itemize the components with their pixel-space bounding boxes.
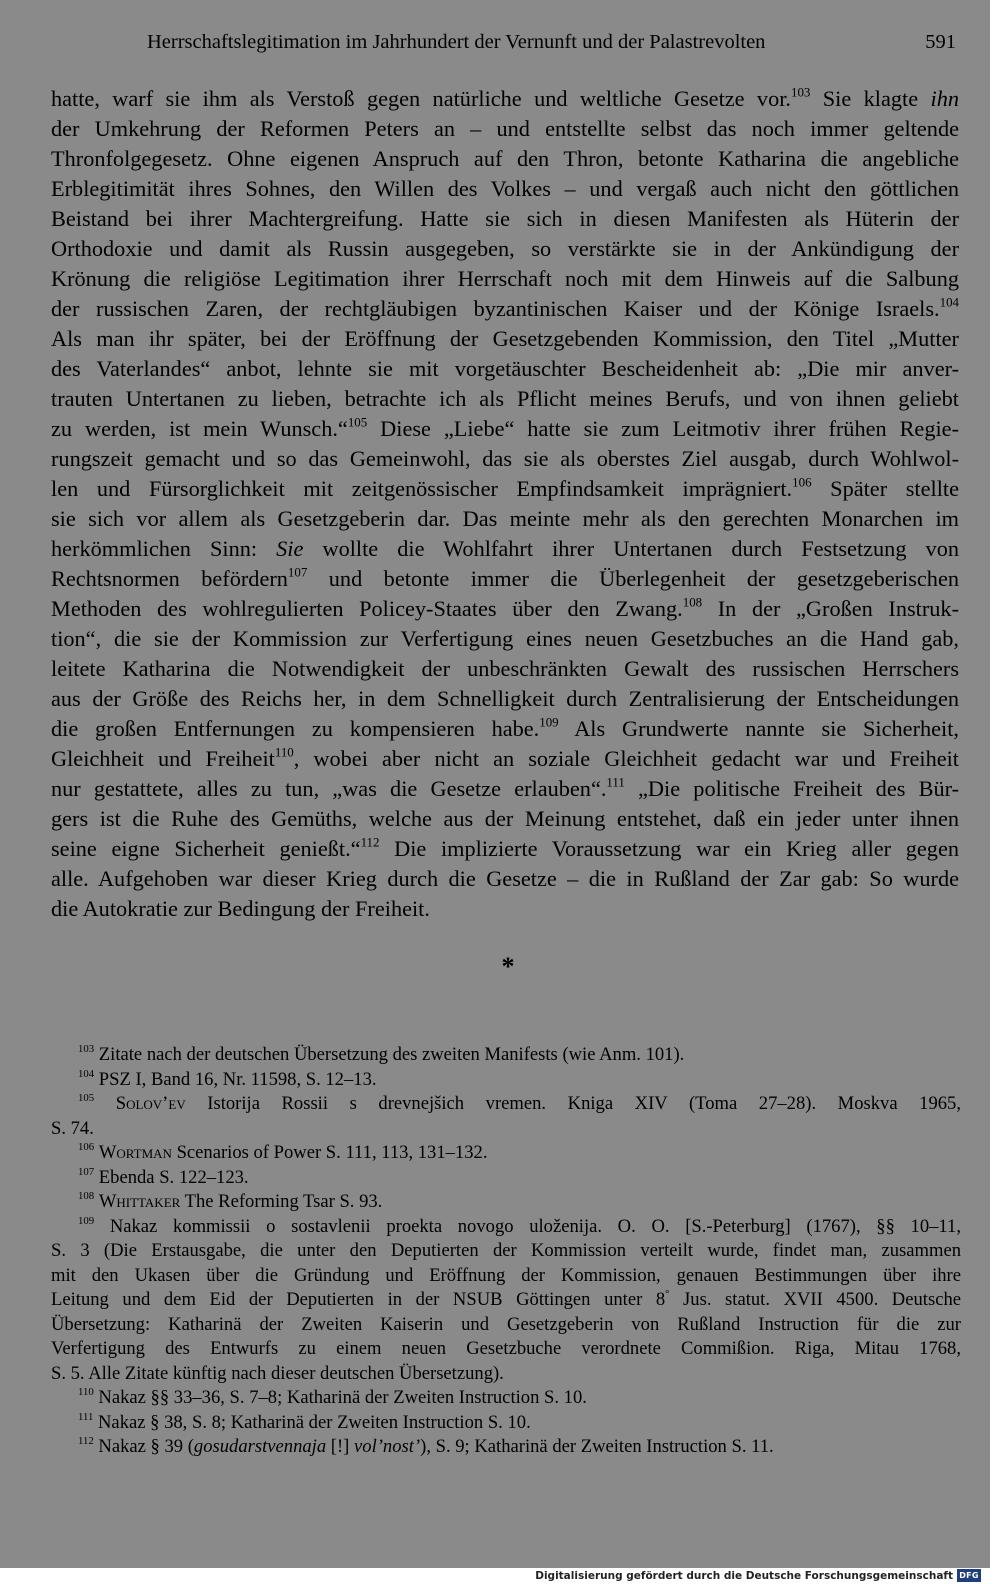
body-line: rungszeit gemacht und so das Gemeinwohl, das sie als oberstes Ziel ausgab, durch Wohlwol- [51, 446, 959, 471]
body-line: die Autokratie zur Bedingung der Freiheit. [51, 896, 430, 921]
footnote-continuation: S. 5. Alle Zitate künftig nach dieser deutschen Übersetzung). [51, 1362, 504, 1384]
footnote: $^{112}$ Nakaz § 39 (gosudarstvennaja [!] vol’nost’), S. 9; Katharinä der Zweiten Instruction S. 11. [78, 1435, 774, 1457]
footnote-ref: 104 [939, 294, 959, 310]
body-line: alle. Aufgehoben war dieser Krieg durch die Gesetze – die in Rußland der Zar gab: So wurde [51, 866, 959, 891]
body-line: Krönung die religiöse Legitimation ihrer Herrschaft noch mit dem Hinweis auf die Salbung [51, 266, 959, 291]
body-line: Thronfolgegesetz. Ohne eigenen Anspruch auf den Thron, betonte Katharina die angebliche [51, 146, 959, 171]
author-name: Solov’ev [115, 1093, 186, 1114]
body-line: len und Fürsorglichkeit mit zeitgenössischer Empfindsamkeit imprägniert.$^{106}$ Später stellte [51, 474, 960, 501]
body-line: gers ist die Ruhe des Gemüths, welche aus der Meinung entstehet, daß ein jeder unter ihnen [51, 806, 959, 831]
body-line: der Umkehrung der Reformen Peters an – und entstellte selbst das noch immer geltende [51, 116, 959, 141]
body-line: zu werden, ist mein Wunsch.“$^{105}$ Diese „Liebe“ hatte sie zum Leitmotiv ihrer frühen Regie- [51, 414, 959, 441]
footnote-continuation: Übersetzung: Katharinä der Zweiten Kaiserin und Gesetzgeberin von Rußland Instruction für die zur [51, 1313, 961, 1335]
body-line: seine eigne Sicherheit genießt.“$^{112}$ Die implizierte Voraussetzung war ein Krieg aller gegen [51, 834, 959, 861]
footnote: $^{109}$ Nakaz kommissii o sostavlenii proekta novogo uloženija. O. O. [S.-Peterburg] (1767), §§ 10–11, [78, 1214, 961, 1237]
body-line: die großen Entfernungen zu kompensieren habe.$^{109}$ Als Grundwerte nannte sie Sicherheit, [51, 714, 959, 741]
footnote-ref: 110 [274, 744, 294, 760]
footnote-continuation: Leitung und dem Eid der Deputierten in der NSUB Göttingen unter 8° Jus. statut. XVII 4500. Deutsche [51, 1288, 961, 1310]
page-number: 591 [925, 31, 956, 53]
footnote: $^{103}$ Zitate nach der deutschen Übersetzung des zweiten Manifests (wie Anm. 101). [78, 1043, 685, 1065]
footnote: $^{106}$ Wortman Scenarios of Power S. 111, 113, 131–132. [78, 1141, 488, 1163]
dfg-logo[interactable]: DFG [957, 1569, 981, 1582]
body-line: des Vaterlandes“ anbot, lehnte sie mit vorgetäuschter Bescheidenheit ab: „Die mir anver- [51, 356, 959, 381]
body-line: tion“, die sie der Kommission zur Verfertigung eines neuen Gesetzbuches an die Hand gab, [51, 626, 959, 651]
body-line: Erblegitimität ihres Sohnes, den Willen des Volkes – und vergaß auch nicht den göttlichen [51, 176, 959, 201]
footnote-ref: 105 [347, 414, 368, 430]
footnotes [51, 1043, 961, 1460]
footnote: $^{108}$ Whittaker The Reforming Tsar S. 93. [78, 1190, 383, 1212]
body-line: Beistand bei ihrer Machtergreifung. Hatte sie sich in diesen Manifesten als Hüterin der [51, 206, 959, 231]
emphasis: Sie [276, 536, 304, 561]
footnote: $^{110}$ Nakaz §§ 33–36, S. 7–8; Katharinä der Zweiten Instruction S. 10. [78, 1386, 587, 1408]
footnote-ref: 107 [287, 564, 308, 580]
body-line: leitete Katharina die Notwendigkeit der unbeschränkten Gewalt des russischen Herrschers [51, 656, 959, 681]
body-line: Methoden des wohlregulierten Policey-Staates über den Zwang.$^{108}$ In der „Großen Instruk- [51, 594, 960, 621]
funding-credit: Digitalisierung gefördert durch die Deutsche Forschungsgemeinschaft [535, 1570, 953, 1582]
body-text [51, 84, 959, 924]
footnote: $^{111}$ Nakaz § 38, S. 8; Katharinä der Zweiten Instruction S. 10. [78, 1410, 531, 1433]
section-divider: * [501, 952, 515, 981]
footnote: $^{107}$ Ebenda S. 122–123. [78, 1165, 249, 1188]
footnote-ref: 108 [682, 594, 703, 610]
emphasis: ihn [930, 86, 959, 111]
body-line: hatte, warf sie ihm als Verstoß gegen natürliche und weltliche Gesetze vor.$^{103}$ Sie klagte ihn [51, 84, 959, 111]
body-line: herkömmlichen Sinn: Sie wollte die Wohlfahrt ihrer Untertanen durch Festsetzung von [51, 536, 959, 561]
running-title: Herrschaftslegitimation im Jahrhundert der Vernunft und der Palastrevolten [147, 31, 766, 53]
footnote-ref: 106 [792, 474, 812, 490]
footnote: $^{104}$ PSZ I, Band 16, Nr. 11598, S. 12–13. [78, 1067, 377, 1090]
body-line: sie sich vor allem als Gesetzgeberin dar. Das meinte mehr als den gerechten Monarchen im [51, 506, 959, 531]
body-line: Als man ihr später, bei der Eröffnung der Gesetzgebenden Kommission, den Titel „Mutter [51, 326, 959, 351]
footnote-ref: 103 [791, 84, 811, 100]
body-line: Orthodoxie und damit als Russin ausgegeben, so verstärkte sie in der Ankündigung der [51, 236, 959, 261]
body-line: der russischen Zaren, der rechtgläubigen byzantinischen Kaiser und der Könige Israels.$^{104}$ [51, 294, 959, 321]
footnote-ref: 111 [606, 774, 625, 790]
footnote: $^{105}$ Solov’ev Istorija Rossii s drevnejšich vremen. Kniga XIV (Toma 27–28). Moskva 1965, [78, 1092, 961, 1114]
footnote-continuation: S. 3 (Die Erstausgabe, die unter den Deputierten der Kommission verteilt wurde, findet man, zusammen [51, 1240, 961, 1261]
author-name: Wortman [98, 1142, 172, 1163]
body-line: Rechtsnormen befördern$^{107}$ und betonte immer die Überlegenheit der gesetzgeberischen [51, 564, 960, 591]
body-line: trauten Untertanen zu lieben, betrachte ich als Pflicht meines Berufs, und von ihnen geliebt [51, 386, 959, 411]
footnote-continuation: S. 74. [51, 1117, 94, 1139]
body-line: Gleichheit und Freiheit$^{110}$, wobei aber nicht an soziale Gleichheit gedacht war und Freiheit [51, 744, 960, 771]
footnote-continuation: mit den Ukasen über die Gründung und Eröffnung der Kommission, genauen Bestimmungen über ihre [51, 1264, 961, 1286]
author-name: Whittaker [98, 1191, 181, 1212]
footnote-ref: 112 [360, 834, 380, 850]
footnote-continuation: Verfertigung des Entwurfs zu einem neuen Gesetzbuche verordnete Commißion. Riga, Mitau 1768, [51, 1338, 961, 1359]
body-line: aus der Größe des Reichs her, in dem Schnelligkeit durch Zentralisierung der Entscheidungen [51, 686, 959, 711]
footnote-ref: 109 [539, 714, 559, 730]
body-line: nur gestattete, alles zu tun, „was die Gesetze erlauben“.$^{111}$ „Die politische Freiheit des Bür- [51, 774, 959, 801]
